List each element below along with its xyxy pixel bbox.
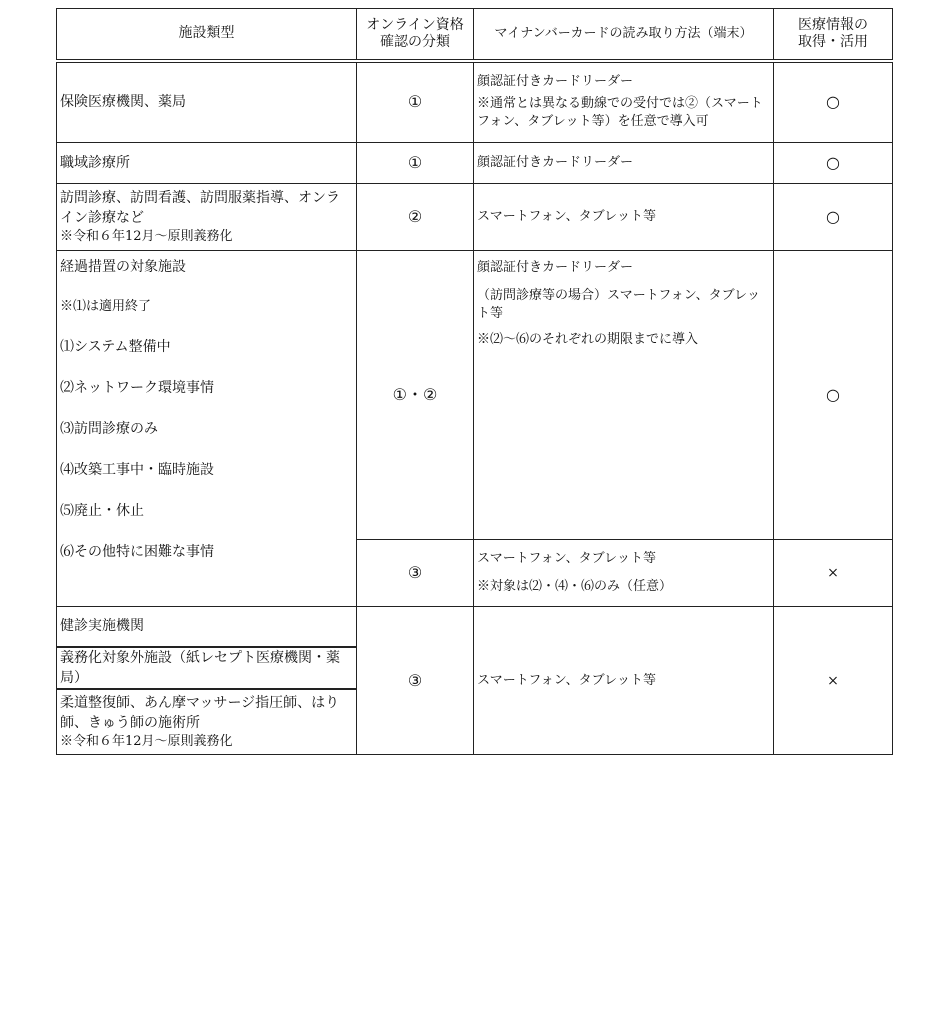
method-note: ※対象は⑵・⑷・⑹のみ（任意） bbox=[477, 579, 673, 594]
cell-info: × bbox=[774, 540, 893, 607]
cell-facility: 保険医療機関、薬局 bbox=[57, 61, 357, 143]
cell-method bbox=[474, 61, 774, 143]
cell-facility: 義務化対象外施設（紙レセプト医療機関・薬局） bbox=[57, 647, 357, 689]
method-note: ※⑵～⑹のそれぞれの期限までに導入 bbox=[477, 332, 699, 347]
facility-text: 柔道整復師、あん摩マッサージ指圧師、はり師、きゅう師の施術所 bbox=[60, 694, 340, 731]
table-row-home-visit bbox=[57, 184, 893, 251]
cell-category: ① bbox=[357, 143, 474, 184]
table-row-checkup bbox=[57, 607, 893, 647]
cell-info: × bbox=[774, 607, 893, 755]
header-category-line2: 確認の分類 bbox=[380, 33, 450, 50]
cell-category: ①・② bbox=[357, 251, 474, 540]
cell-method: 顔認証付きカードリーダー bbox=[474, 143, 774, 184]
cell-method: スマートフォン、タブレット等 bbox=[474, 184, 774, 251]
cell-info: ○ bbox=[774, 61, 893, 143]
facility-note: ※令和６年12月～原則義務化 bbox=[60, 733, 233, 749]
cell-method bbox=[474, 251, 774, 540]
method-line: （訪問診療等の場合）スマートフォン、タブレット等 bbox=[477, 288, 761, 321]
cell-method: スマートフォン、タブレット等 bbox=[474, 607, 774, 755]
cell-method bbox=[474, 540, 774, 607]
facility-note: ※令和６年12月～原則義務化 bbox=[60, 229, 233, 244]
facility-type-table bbox=[56, 8, 893, 755]
table-row-insurance bbox=[57, 61, 893, 143]
cell-category: ③ bbox=[357, 607, 474, 755]
method-line: 顔認証付きカードリーダー bbox=[477, 260, 634, 275]
facility-line: ※⑴は適用終了 bbox=[60, 299, 152, 314]
method-note: ※通常とは異なる動線での受付では②（スマートフォン、タブレット等）を任意で導入可 bbox=[477, 96, 763, 130]
facility-text: 訪問診療、訪問看護、訪問服薬指導、オンライン診療など bbox=[60, 190, 340, 226]
cell-category: ① bbox=[357, 61, 474, 143]
facility-line: ⑸廃止・休止 bbox=[60, 503, 144, 519]
cell-facility: 健診実施機関 bbox=[57, 607, 357, 647]
cell-category: ③ bbox=[357, 540, 474, 607]
header-info bbox=[774, 9, 893, 61]
header-category-line1: オンライン資格 bbox=[366, 16, 464, 33]
cell-info: ○ bbox=[774, 251, 893, 540]
header-facility: 施設類型 bbox=[57, 9, 357, 61]
table-row-transitional bbox=[57, 251, 893, 540]
method-line: 顔認証付きカードリーダー bbox=[477, 74, 634, 90]
cell-facility bbox=[57, 184, 357, 251]
cell-info: ○ bbox=[774, 143, 893, 184]
method-line: スマートフォン、タブレット等 bbox=[477, 551, 657, 566]
header-info-line1: 医療情報の bbox=[798, 16, 868, 33]
cell-category: ② bbox=[357, 184, 474, 251]
facility-line: ⑶訪問診療のみ bbox=[60, 421, 158, 437]
facility-line: ⑹その他特に困難な事情 bbox=[60, 544, 214, 560]
cell-info: ○ bbox=[774, 184, 893, 251]
header-method: マイナンバーカードの読み取り方法（端末） bbox=[474, 9, 774, 61]
facility-line: ⑵ネットワーク環境事情 bbox=[60, 380, 214, 396]
facility-line: 経過措置の対象施設 bbox=[60, 259, 186, 275]
header-category bbox=[357, 9, 474, 61]
table-row-workplace-clinic bbox=[57, 143, 893, 184]
cell-facility bbox=[57, 689, 357, 755]
header-row bbox=[57, 9, 893, 61]
header-info-line2: 取得・活用 bbox=[798, 33, 868, 50]
cell-facility-transitional bbox=[57, 251, 357, 607]
cell-facility: 職域診療所 bbox=[57, 143, 357, 184]
facility-line: ⑷改築工事中・臨時施設 bbox=[60, 462, 214, 478]
facility-line: ⑴システム整備中 bbox=[60, 339, 171, 355]
